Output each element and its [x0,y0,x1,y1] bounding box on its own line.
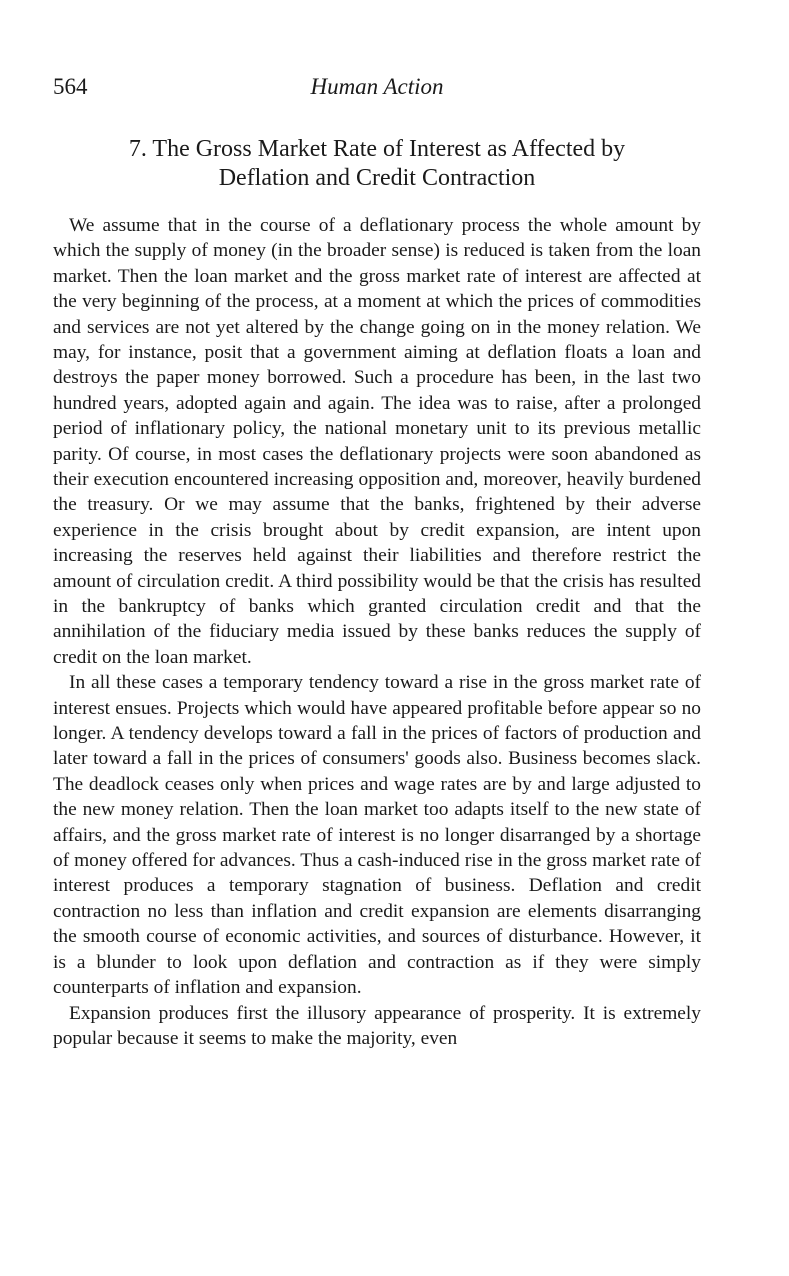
paragraph-3: Expansion produces first the illusory appearance of prosperity. It is extremely popular because it seems to make the majority, even [53,1002,701,1049]
book-page [53,70,701,1051]
book-title: Human Action [310,74,444,99]
section-heading-line-2: Deflation and Credit Contraction [218,165,536,191]
running-head [53,70,701,100]
section-heading-line-1: 7. The Gross Market Rate of Interest as Affected by [128,136,626,162]
body-text [53,213,701,1051]
paragraph-1: We assume that in the course of a deflationary process the whole amount by which the supply of money (in the broader sense) is reduced is taken from the loan market. Then the loan market and the gross market rate of interest are affected at the very beginning of the process, at a moment at which the prices of commodities and services are not yet altered by the change going on in the money relation. We may, for instance, posit that a government aiming at deflation floats a loan and destroys the paper money borrowed. Such a procedure has been, in the last two hundred years, adopted again and again. The idea was to raise, after a prolonged period of inflationary policy, the national monetary unit to its previous metallic parity. Of course, in most cases the deflationary projects were soon abandoned as their execution encountered increasing opposition and, moreover, heavily burdened the treasury. Or we may assume that the banks, frightened by their adverse experience in the crisis brought about by credit expansion, are intent upon increasing the reserves held against their liabilities and therefore restrict the amount of circulation credit. A third possibility would be that the crisis has resulted in the bankruptcy of banks which granted circulation credit and that the annihilation of the fiduciary media issued by these banks reduces the supply of credit on the loan market. [53,214,701,668]
section-heading [53,135,701,193]
paragraph-2: In all these cases a temporary tendency toward a rise in the gross market rate of interest ensues. Projects which would have appeared profitable before appear so no longer. A tendency develops toward a fall in the prices of factors of production and later toward a fall in the prices of consumers' goods also. Business becomes slack. The deadlock ceases only when prices and wage rates are by and large adjusted to the new money relation. Then the loan market too adapts itself to the new state of affairs, and the gross market rate of interest is no longer disarranged by a shortage of money offered for advances. Thus a cash-induced rise in the gross market rate of interest produces a temporary stagnation of business. Deflation and credit contraction no less than inflation and credit expansion are elements disarranging the smooth course of economic activities, and sources of disturbance. However, it is a blunder to look upon deflation and contraction as if they were simply counterparts of inflation and expansion. [53,672,701,999]
page-number: 564 [53,74,88,99]
